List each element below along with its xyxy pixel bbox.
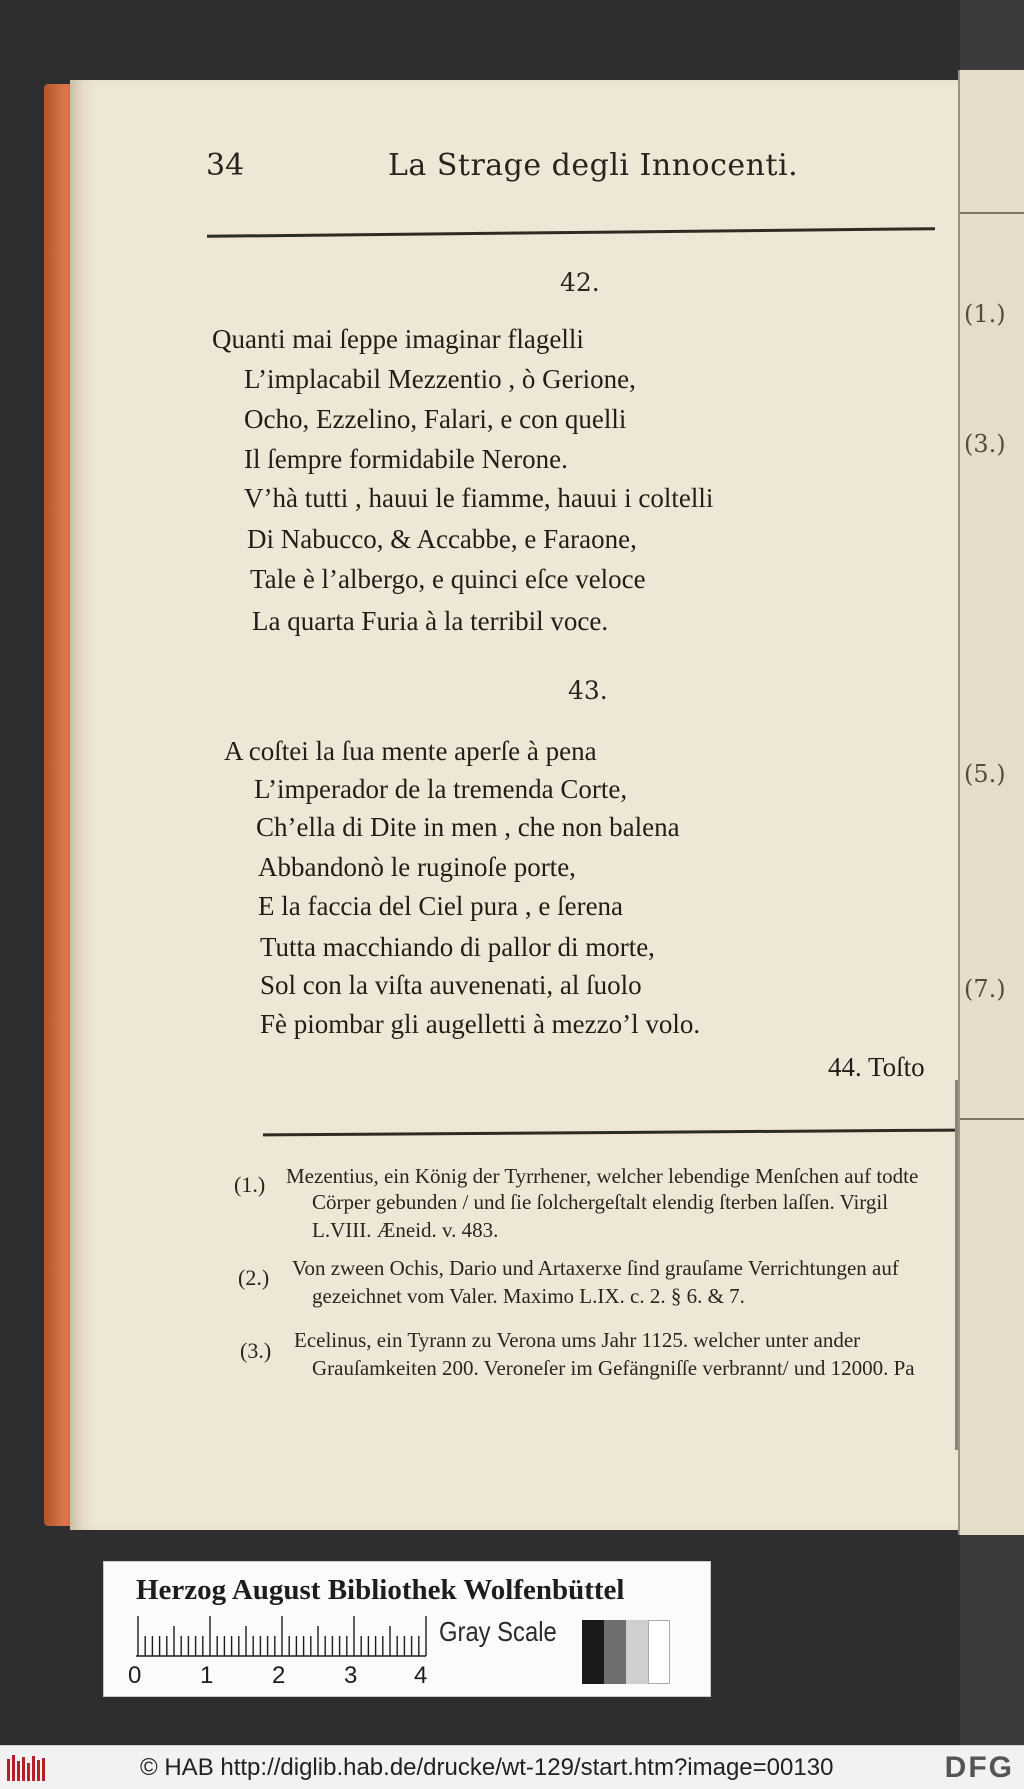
verse-line: Fè piombar gli augelletti à mezzo’l volo.	[260, 1009, 701, 1039]
verse-line: Tale è l’albergo, e quinci eſce veloce	[250, 564, 646, 594]
verse-line: Il ſempre formidabile Nerone.	[244, 444, 568, 474]
footnote-line: Von zween Ochis, Dario und Artaxerxe ſind grauſame Verrichtungen auf	[292, 1256, 899, 1280]
scale-number: 3	[344, 1662, 358, 1689]
scale-number: 2	[272, 1662, 286, 1689]
footnote-line: Mezentius, ein König der Tyrrhener, welcher lebendige Menſchen auf todte	[286, 1164, 919, 1188]
verse-line: V’hà tutti , hauui le fiamme, hauui i coltelli	[244, 483, 714, 513]
stanza-number: 42.	[560, 268, 600, 297]
footnote-marker: (1.)	[234, 1172, 266, 1197]
catchword: 44. Toſto	[828, 1052, 925, 1082]
footnote-line: L.VIII. Æneid. v. 483.	[312, 1218, 499, 1242]
hab-logo-icon	[6, 1753, 48, 1783]
page-number: 34	[206, 148, 245, 183]
gray-swatch	[626, 1620, 648, 1684]
gray-swatch	[604, 1620, 626, 1684]
footnote-line: Grauſamkeiten 200. Veroneſer im Gefängniſſe verbrannt/ und 12000. Pa	[312, 1356, 915, 1380]
gray-scale-label: Gray Scale	[439, 1616, 557, 1647]
verse-line: La quarta Furia à la terribil voce.	[252, 606, 609, 636]
scale-number: 4	[414, 1662, 428, 1689]
verse-line: A coſtei la ſua mente aperſe à pena	[224, 736, 597, 766]
adjacent-page-fragment: (1.)	[964, 300, 1006, 328]
gray-swatch	[582, 1620, 604, 1684]
scale-number: 0	[128, 1662, 142, 1689]
footnote-marker: (3.)	[240, 1338, 272, 1363]
adjacent-page-fragment: (7.)	[964, 975, 1006, 1003]
verse-line: Ocho, Ezzelino, Falari, e con quelli	[244, 404, 627, 434]
adjacent-page	[958, 70, 1024, 1535]
library-name: Herzog August Bibliothek Wolfenbüttel	[136, 1574, 625, 1606]
copyright-url[interactable]: © HAB http://diglib.hab.de/drucke/wt-129/start.htm?image=00130	[140, 1754, 834, 1781]
page-gutter	[955, 1080, 958, 1450]
page-title: La Strage degli Innocenti.	[388, 148, 799, 183]
footnote-line: gezeichnet vom Valer. Maximo L.IX. c. 2. § 6. & 7.	[312, 1284, 745, 1308]
verse-line: Sol con la viſta auvenenati, al ſuolo	[260, 970, 642, 1000]
book-page	[70, 80, 965, 1530]
verse-line: Di Nabucco, & Accabbe, e Faraone,	[247, 524, 637, 554]
footnote-line: Ecelinus, ein Tyrann zu Verona ums Jahr 1125. welcher unter ander	[294, 1328, 861, 1352]
verse-line: L’imperador de la tremenda Corte,	[254, 774, 628, 804]
dfg-logo: DFG	[944, 1751, 1014, 1784]
verse-line: Quanti mai ſeppe imaginar flagelli	[212, 324, 584, 354]
verse-line: L’implacabil Mezzentio , ò Gerione,	[244, 364, 636, 394]
verse-line: Tutta macchiando di pallor di morte,	[260, 932, 655, 962]
stanza-number: 43.	[568, 676, 608, 705]
adjacent-page-fragment: (5.)	[964, 760, 1006, 788]
footer-bar	[0, 1745, 1024, 1789]
footnote-line: Cörper gebunden / und ſie ſolchergeſtalt elendig ſterben laſſen. Virgil	[312, 1190, 889, 1214]
verse-line: Abbandonò le ruginoſe porte,	[258, 852, 576, 882]
adjacent-page-fragment: (3.)	[964, 430, 1006, 458]
scale-number: 1	[200, 1662, 214, 1689]
color-calibration-card	[103, 1561, 711, 1697]
gray-swatch	[648, 1620, 670, 1684]
footnote-marker: (2.)	[238, 1265, 270, 1290]
verse-line: Ch’ella di Dite in men , che non balena	[256, 812, 680, 842]
verse-line: E la faccia del Ciel pura , e ſerena	[258, 891, 624, 921]
